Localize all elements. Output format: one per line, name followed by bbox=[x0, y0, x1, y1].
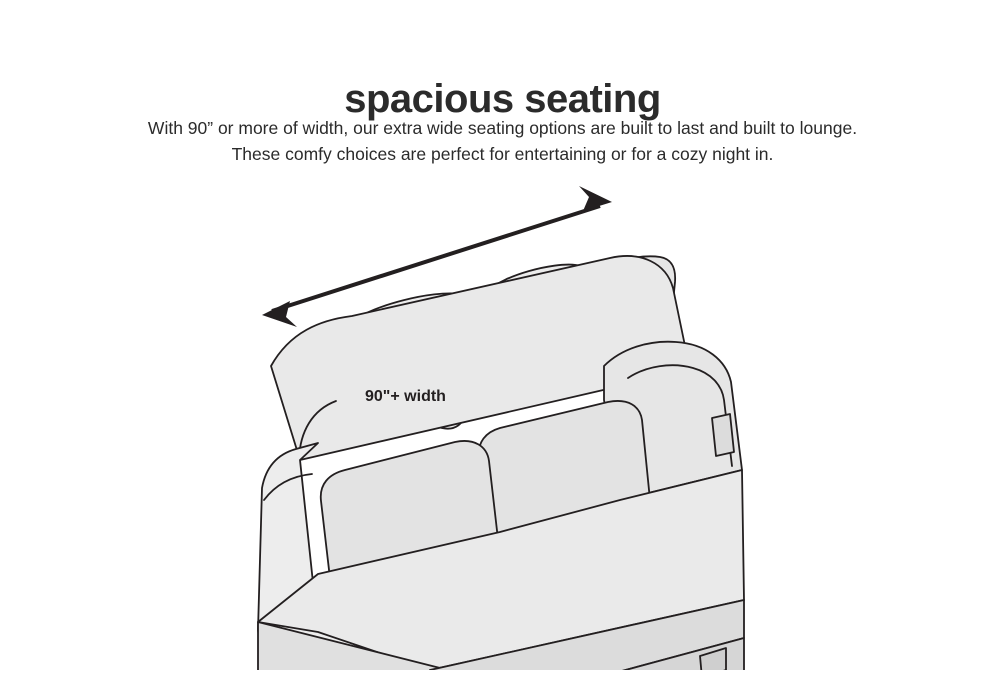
description-line-1: With 90” or more of width, our extra wide seating options are built to last and built to lounge. bbox=[147, 118, 858, 138]
sofa-illustration bbox=[0, 170, 1005, 670]
page-title: spacious seating bbox=[344, 76, 661, 121]
arm-right-back-post bbox=[712, 414, 734, 456]
dimension-label: 90"+ width bbox=[365, 388, 446, 405]
description-line-2: These comfy choices are perfect for entertaining or for a cozy night in. bbox=[231, 144, 774, 165]
description-text bbox=[0, 115, 1005, 168]
sofa-svg bbox=[0, 170, 1005, 670]
